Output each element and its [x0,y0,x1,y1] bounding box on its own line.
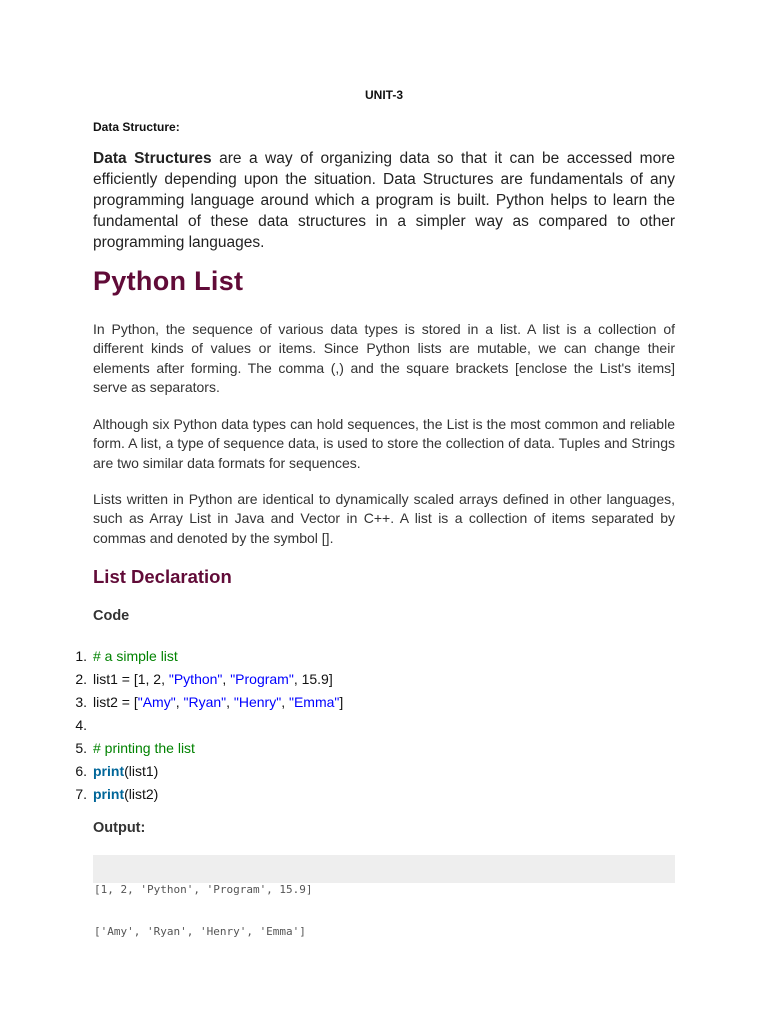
code-listing [70,646,343,807]
code-keyword: print [93,786,125,802]
output-line: [1, 2, 'Python', 'Program', 15.9] [94,883,313,896]
code-comment: # a simple list [93,648,178,664]
code-text: (list2) [124,786,159,802]
code-text: , [222,671,231,687]
output-block [93,855,675,938]
code-string: "Program" [230,671,294,687]
unit-title: UNIT-3 [364,88,403,102]
paragraph-list-intro: In Python, the sequence of various data types is stored in a list. A list is a collection of different kinds of values or items. Since Python lists are mutable, we can change their elements after forming. The comma (,) and the square brackets [enclose the List's items] serve as separators. [93,321,675,395]
python-list-title: Python List [93,266,244,296]
line-number: 1. [75,648,87,664]
code-text: , [281,694,289,710]
line-number: 6. [75,763,87,779]
code-text: list2 = [ [93,694,138,710]
code-keyword: print [93,763,125,779]
code-line-4 [70,715,343,738]
code-text: , 15.9] [293,671,333,687]
code-string: "Python" [168,671,223,687]
code-text: list1 = [1, 2, [93,671,169,687]
paragraph-dynamic-arrays: Lists written in Python are identical to dynamically scaled arrays defined in other languages, such as Array List in Java and Vector in C++. A list is a collection of items separated by commas and denoted by the symbol []. [93,491,675,546]
intro-paragraph [93,148,675,253]
intro-bold-lead: Data Structures [93,150,212,167]
line-number: 5. [75,740,87,756]
intro-text: are a way of organizing data so that it can be accessed more efficiently depending upon the situation. Data Structures are fundamentals of any programming language around which a program is built. Python helps to learn the fundamental of these data structures in a simpler way as compared to other programming languages. [93,150,676,251]
code-text: , [226,694,234,710]
line-number: 2. [75,671,87,687]
code-text: ] [339,694,344,710]
code-comment: # printing the list [93,740,195,756]
data-structure-heading: Data Structure: [93,120,180,134]
output-label: Output: [93,820,146,836]
line-number: 3. [75,694,87,710]
line-number: 7. [75,786,87,802]
line-number: 4. [75,717,87,733]
code-line-3 [70,692,343,715]
code-string: "Ryan" [183,694,227,710]
code-text: (list1) [124,763,159,779]
paragraph-sequence-types: Although six Python data types can hold sequences, the List is the most common and reliable form. A list, a type of sequence data, is used to store the collection of data. Tuples and Strings are two similar data formats for sequences. [93,416,675,471]
code-string: "Amy" [137,694,176,710]
output-line: ['Amy', 'Ryan', 'Henry', 'Emma'] [94,925,306,938]
code-line-5 [70,738,343,761]
list-declaration-title: List Declaration [93,566,232,587]
code-label: Code [93,608,130,624]
code-line-7 [70,784,343,807]
code-string: "Emma" [288,694,340,710]
code-text: , [175,694,184,710]
code-string: "Henry" [233,694,282,710]
code-line-6 [70,761,343,784]
code-line-1 [70,646,343,669]
code-line-2 [70,669,343,692]
